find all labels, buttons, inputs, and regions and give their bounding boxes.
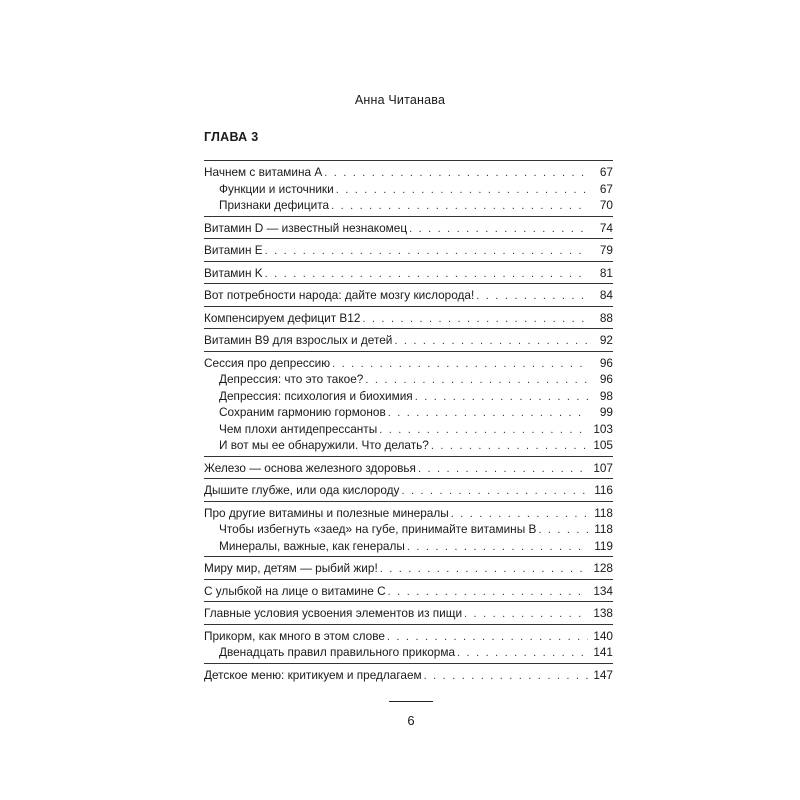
chapter-title: ГЛАВА 3 [204, 130, 259, 144]
toc-group [204, 306, 613, 329]
toc-entry-title: Витамин K [204, 265, 263, 280]
toc-entry-page: 67 [599, 165, 613, 179]
toc-entry-page: 84 [599, 288, 613, 302]
toc-entry [204, 242, 613, 259]
toc-entry-page: 96 [599, 355, 613, 370]
dot-leader [336, 182, 588, 199]
toc-group [204, 456, 613, 479]
toc-subentry [204, 388, 613, 405]
toc-entry-page: 105 [593, 438, 613, 452]
toc-group [204, 663, 613, 686]
toc-entry-page: 141 [593, 645, 613, 659]
table-of-contents [204, 160, 613, 685]
toc-group [204, 601, 613, 624]
toc-subentry [204, 181, 613, 198]
dot-leader [331, 198, 588, 215]
dot-leader [409, 221, 588, 238]
toc-group [204, 238, 613, 261]
toc-entry-title: Минералы, важные, как генералы [219, 538, 405, 553]
page-number: 6 [407, 713, 415, 728]
dot-leader [401, 483, 588, 500]
toc-entry-page: 107 [593, 460, 613, 475]
toc-group [204, 160, 613, 216]
toc-entry-title: Сессия про депрессию [204, 355, 331, 370]
toc-entry-title: Чтобы избегнуть «заед» на губе, принимайте витамины В [219, 522, 537, 536]
toc-entry-page: 119 [594, 538, 613, 553]
toc-entry-title: Функции и источники [219, 181, 334, 196]
toc-entry-page: 67 [599, 181, 613, 196]
dot-leader [387, 629, 588, 646]
dot-leader [379, 422, 588, 439]
toc-entry [204, 220, 613, 237]
toc-entry-page: 138 [593, 606, 613, 620]
running-head-author: Анна Читанава [354, 93, 446, 107]
toc-subentry [204, 644, 613, 661]
toc-subentry [204, 404, 613, 421]
toc-entry [204, 287, 613, 304]
toc-entry [204, 332, 613, 349]
toc-entry-page: 140 [593, 628, 613, 643]
toc-subentry [204, 437, 613, 454]
toc-entry [204, 605, 613, 622]
dot-leader [457, 645, 588, 662]
toc-entry-title: Про другие витамины и полезные минералы [204, 505, 449, 520]
dot-leader [464, 606, 588, 623]
toc-entry-title: Витамин Е [204, 243, 263, 257]
toc-entry-title: Признаки дефицита [219, 198, 330, 212]
toc-entry-page: 96 [599, 372, 613, 386]
toc-entry [204, 265, 613, 282]
toc-entry-title: Прикорм, как много в этом слове [204, 628, 385, 643]
toc-group [204, 261, 613, 284]
toc-group [204, 579, 613, 602]
toc-entry [204, 460, 613, 477]
toc-entry [204, 164, 613, 181]
toc-entry [204, 583, 613, 600]
dot-leader [265, 266, 588, 283]
dot-leader [388, 405, 588, 422]
toc-entry-title: Вот потребности народа: дайте мозгу кислорода! [204, 288, 475, 302]
toc-entry-page: 99 [599, 405, 613, 419]
toc-entry-title: Начнем с витамина А [204, 165, 323, 179]
dot-leader [476, 288, 588, 305]
dot-leader [380, 561, 588, 578]
toc-entry-title: Сохраним гармонию гормонов [219, 405, 386, 419]
toc-entry-title: Депрессия: что это такое? [219, 372, 364, 386]
toc-entry [204, 560, 613, 577]
dot-leader [365, 372, 588, 389]
toc-entry-title: Витамин B9 для взрослых и детей [204, 333, 393, 347]
toc-entry-page: 98 [599, 388, 613, 403]
toc-entry-title: Железо — основа железного здоровья [204, 460, 416, 475]
toc-entry-page: 88 [599, 310, 613, 325]
toc-group [204, 216, 613, 239]
dot-leader [431, 438, 588, 455]
toc-entry-title: С улыбкой на лице о витамине С [204, 583, 386, 598]
toc-entry-page: 103 [593, 421, 613, 436]
toc-group [204, 478, 613, 501]
dot-leader [451, 506, 588, 523]
toc-entry-page: 74 [599, 220, 613, 235]
toc-entry-page: 147 [593, 667, 613, 682]
dot-leader [394, 333, 588, 350]
dot-leader [362, 311, 588, 328]
toc-entry-title: Компенсируем дефицит B12 [204, 310, 361, 325]
toc-entry-title: Чем плохи антидепрессанты [219, 421, 378, 436]
toc-group [204, 351, 613, 456]
toc-entry-title: И вот мы ее обнаружили. Что делать? [219, 438, 429, 452]
toc-subentry [204, 197, 613, 214]
toc-group [204, 624, 613, 663]
dot-leader [538, 522, 588, 539]
toc-entry-title: Детское меню: критикуем и предлагаем [204, 667, 422, 682]
toc-entry-page: 118 [594, 505, 613, 520]
toc-subentry [204, 421, 613, 438]
toc-entry [204, 505, 613, 522]
dot-leader [324, 165, 588, 182]
toc-entry-page: 79 [599, 243, 613, 257]
toc-entry-title: Двенадцать правил правильного прикорма [219, 645, 456, 659]
toc-subentry [204, 538, 613, 555]
toc-entry [204, 310, 613, 327]
toc-entry-page: 116 [594, 483, 613, 497]
toc-entry-title: Главные условия усвоения элементов из пищи [204, 606, 463, 620]
toc-entry-page: 134 [593, 583, 613, 598]
footer-rule [389, 701, 433, 702]
toc-subentry [204, 521, 613, 538]
toc-subentry [204, 371, 613, 388]
toc-entry-title: Дышите глубже, или ода кислороду [204, 483, 400, 497]
toc-entry-page: 118 [594, 522, 613, 536]
toc-group [204, 328, 613, 351]
toc-entry-page: 92 [599, 333, 613, 347]
toc-entry [204, 355, 613, 372]
toc-entry-title: Витамин D — известный незнакомец [204, 220, 408, 235]
toc-entry [204, 482, 613, 499]
toc-group [204, 283, 613, 306]
toc-entry-page: 81 [599, 265, 613, 280]
toc-group [204, 501, 613, 557]
toc-entry [204, 667, 613, 684]
toc-group [204, 556, 613, 579]
toc-entry-page: 128 [593, 561, 613, 575]
dot-leader [424, 668, 588, 685]
dot-leader [332, 356, 588, 373]
toc-entry [204, 628, 613, 645]
toc-entry-page: 70 [599, 198, 613, 212]
toc-entry-title: Миру мир, детям — рыбий жир! [204, 561, 378, 575]
dot-leader [388, 584, 588, 601]
dot-leader [415, 389, 588, 406]
dot-leader [265, 243, 588, 260]
dot-leader [418, 461, 588, 478]
toc-entry-title: Депрессия: психология и биохимия [219, 388, 413, 403]
dot-leader [407, 539, 588, 556]
